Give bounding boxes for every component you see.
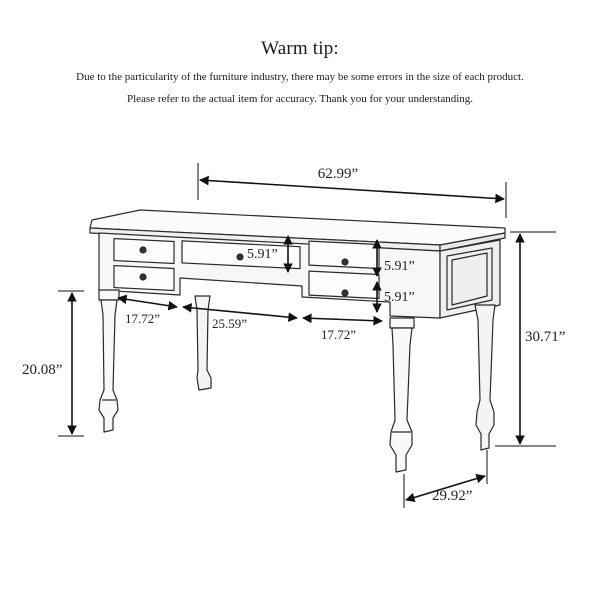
left-opening-line xyxy=(118,298,177,307)
drawer-left-bottom xyxy=(114,266,174,291)
disclaimer-line-1: Due to the particularity of the furniture industry, there may be some errors in the size of each product. xyxy=(76,71,524,83)
center-drawer-height-label: 5.91” xyxy=(247,247,278,262)
overall-width-label: 62.99” xyxy=(317,166,359,182)
leg-front-right xyxy=(390,318,414,472)
disclaimer-line-2: Please refer to the actual item for accuracy. Thank you for your understanding. xyxy=(126,93,474,105)
drawer-left-top xyxy=(114,239,174,264)
leg-back-right xyxy=(475,305,495,450)
desk-illustration xyxy=(90,210,505,472)
right-bottom-drawer-height-label: 5.91” xyxy=(384,290,415,305)
leg-height-label: 20.08” xyxy=(22,362,63,378)
depth-label: 29.92” xyxy=(432,488,473,504)
right-top-drawer-height-label: 5.91” xyxy=(384,259,415,274)
center-opening-label: 25.59” xyxy=(212,316,248,331)
overall-height-label: 30.71” xyxy=(525,329,566,345)
right-opening-label: 17.72” xyxy=(321,327,357,342)
left-opening-label: 17.72” xyxy=(125,311,161,326)
warm-tip-title: Warm tip: xyxy=(261,38,339,59)
leg-front-left xyxy=(99,290,119,432)
drawer-right-bottom xyxy=(309,271,379,298)
drawer-right-top xyxy=(309,241,379,268)
width-dimension-line xyxy=(200,180,504,199)
right-opening-line xyxy=(303,318,382,321)
